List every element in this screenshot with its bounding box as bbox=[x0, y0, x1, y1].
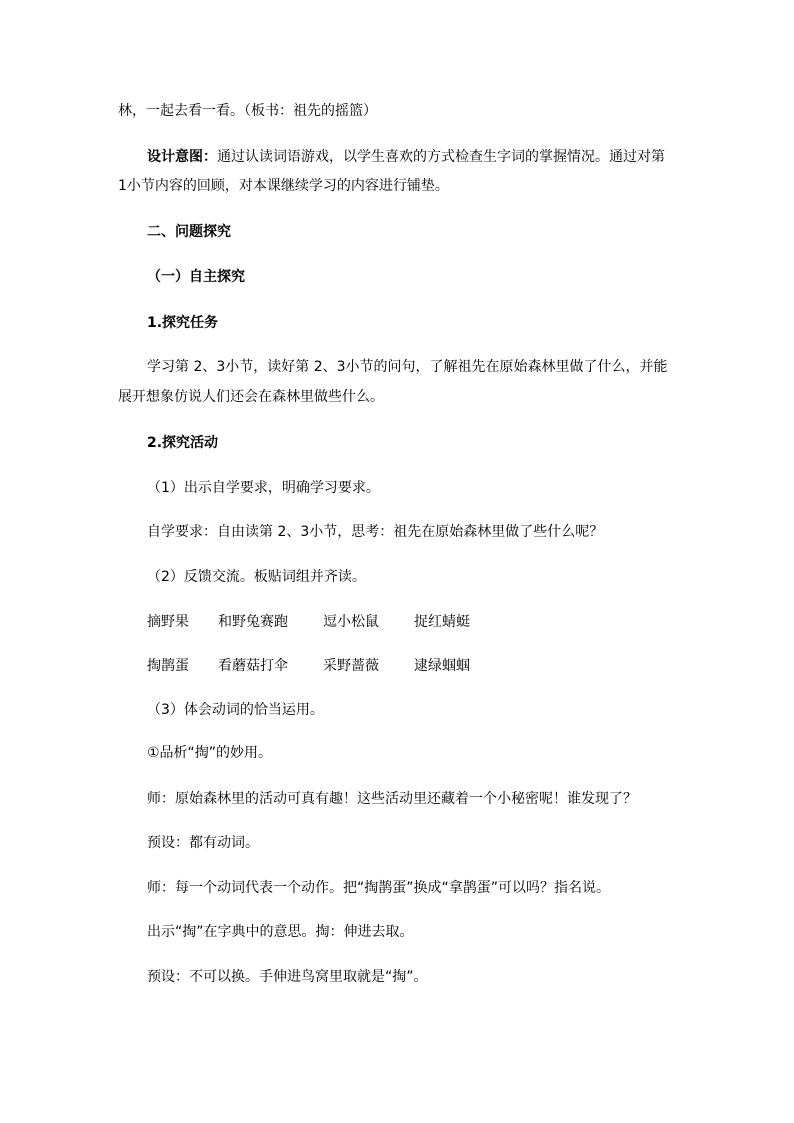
word-card: 逗小松鼠 bbox=[323, 614, 379, 630]
section-heading-inquiry: 二、问题探究 bbox=[147, 224, 231, 240]
preset-answer-2: 预设：不可以换。手伸进鸟窝里取就是“掏”。 bbox=[147, 969, 428, 985]
paragraph-intro: 林，一起去看一看。（板书：祖先的摇篮） bbox=[118, 103, 377, 119]
self-study-requirement: 自学要求：自由读第 2、3小节，思考：祖先在原始森林里做了些什么呢？ bbox=[147, 524, 604, 540]
word-card: 采野蔷薇 bbox=[323, 658, 379, 674]
task-line2: 展开想象仿说人们还会在森林里做些什么。 bbox=[118, 389, 384, 405]
word-group-row-2 bbox=[0, 655, 794, 675]
word-card: 看蘑菇打伞 bbox=[218, 658, 288, 674]
design-intent-label: 设计意图： bbox=[147, 149, 217, 165]
word-group-row-1 bbox=[0, 611, 794, 631]
teacher-line-2: 师：每一个动词代表一个动作。把“掏鹊蛋”换成“拿鹊蛋”可以吗？指名说。 bbox=[147, 880, 611, 896]
word-card: 逮绿蝈蝈 bbox=[414, 658, 470, 674]
task-line1: 学习第 2、3小节，读好第 2、3小节的问句，了解祖先在原始森林里做了什么，并能 bbox=[147, 359, 668, 375]
teacher-line-1: 师：原始森林里的活动可真有趣！这些活动里还藏着一个小秘密呢！谁发现了？ bbox=[147, 791, 637, 807]
subsection-heading-self: （一）自主探究 bbox=[147, 269, 245, 285]
word-card: 摘野果 bbox=[147, 614, 189, 630]
design-intent-line1 bbox=[147, 147, 665, 167]
step-2: （2）反馈交流。板贴词组并齐读。 bbox=[147, 569, 366, 585]
dictionary-meaning: 出示“掏”在字典中的意思。掏：伸进去取。 bbox=[147, 924, 414, 940]
step-1: （1）出示自学要求，明确学习要求。 bbox=[147, 480, 380, 496]
word-card: 捉红蜻蜓 bbox=[414, 614, 470, 630]
preset-answer-1: 预设：都有动词。 bbox=[147, 835, 259, 851]
design-intent-text: 通过认读词语游戏，以学生喜欢的方式检查生字词的掌握情况。通过对第 bbox=[217, 149, 665, 165]
word-card: 掏鹊蛋 bbox=[147, 658, 189, 674]
heading-activity: 2.探究活动 bbox=[147, 435, 219, 451]
heading-task: 1.探究任务 bbox=[147, 315, 219, 331]
word-card: 和野兔赛跑 bbox=[218, 614, 288, 630]
analysis-point: ①品析“掏”的妙用。 bbox=[147, 745, 273, 761]
design-intent-line2: 1小节内容的回顾，对本课继续学习的内容进行铺垫。 bbox=[118, 178, 449, 194]
step-3: （3）体会动词的恰当运用。 bbox=[147, 702, 324, 718]
